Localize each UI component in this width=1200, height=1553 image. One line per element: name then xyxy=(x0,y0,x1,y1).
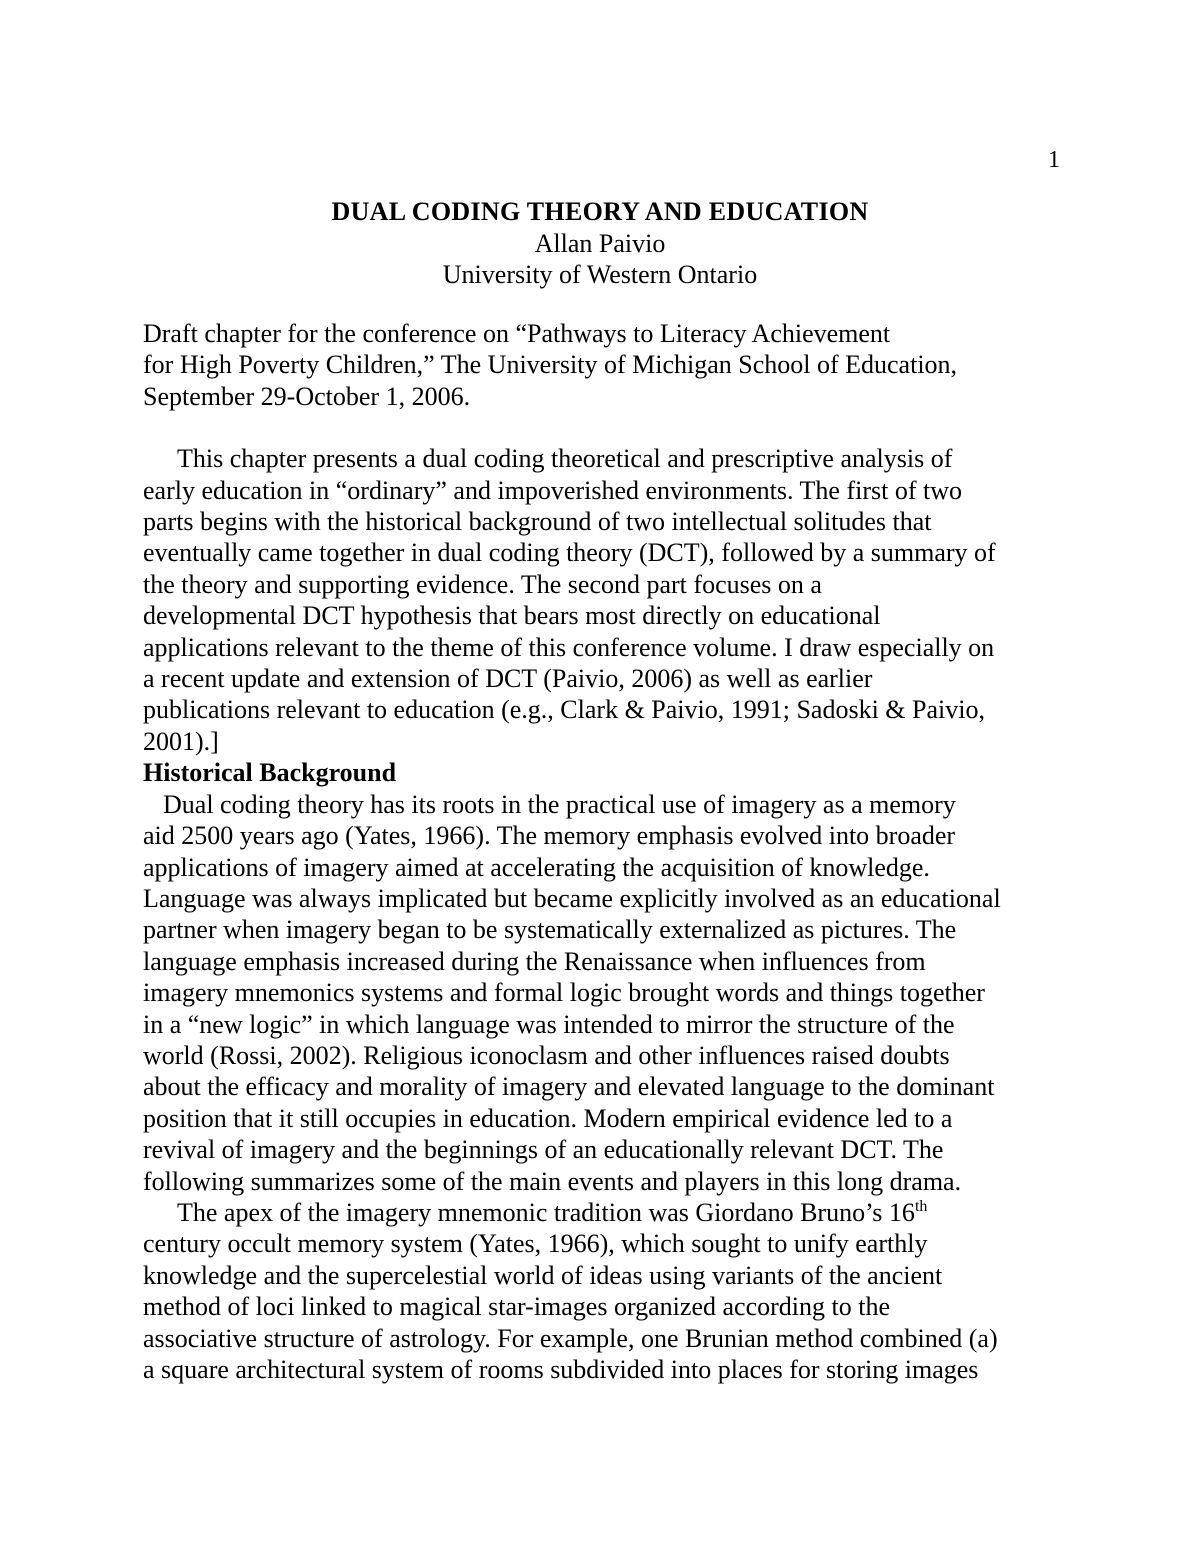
paragraph-line: position that it still occupies in education. Modern empirical evidence led to a xyxy=(143,1103,953,1133)
abstract-line: eventually came together in dual coding theory (DCT), followed by a summary of xyxy=(143,538,996,568)
paragraph-line: associative structure of astrology. For example, one Brunian method combined (a) xyxy=(143,1323,998,1353)
paragraph-line: in a “new logic” in which language was intended to mirror the structure of the xyxy=(143,1009,955,1039)
paragraph-line: Language was always implicated but became explicitly involved as an educational xyxy=(143,883,1001,913)
author-affiliation: University of Western Ontario xyxy=(442,260,758,289)
abstract-line: a recent update and extension of DCT (Paivio, 2006) as well as earlier xyxy=(143,664,873,694)
body-paragraph-1 xyxy=(143,789,1073,1197)
superscript-ordinal: th xyxy=(914,1197,928,1215)
author-name: Allan Paivio xyxy=(534,229,666,258)
paragraph-line: method of loci linked to magical star-images organized according to the xyxy=(143,1292,890,1322)
abstract-line: the theory and supporting evidence. The second part focuses on a xyxy=(143,569,822,599)
document-header xyxy=(0,196,1200,290)
abstract-line: applications relevant to the theme of this conference volume. I draw especially on xyxy=(143,632,995,662)
draft-note-line: Draft chapter for the conference on “Pathways to Literacy Achievement xyxy=(143,319,891,348)
paragraph-line: revival of imagery and the beginnings of an educationally relevant DCT. The xyxy=(143,1135,944,1165)
paragraph-line: a square architectural system of rooms subdivided into places for storing images xyxy=(143,1355,979,1384)
paragraph-line-text: The apex of the imagery mnemonic tradition was Giordano Bruno’s 16 xyxy=(177,1197,915,1227)
paragraph-line: Dual coding theory has its roots in the practical use of imagery as a memory xyxy=(163,789,956,819)
document-title: DUAL CODING THEORY AND EDUCATION xyxy=(331,197,869,226)
paragraph-line: world (Rossi, 2002). Religious iconoclasm and other influences raised doubts xyxy=(143,1040,950,1070)
paragraph-line: aid 2500 years ago (Yates, 1966). The memory emphasis evolved into broader xyxy=(143,821,956,851)
abstract-line: This chapter presents a dual coding theoretical and prescriptive analysis of xyxy=(177,444,953,474)
abstract-line: 2001).] xyxy=(143,726,219,756)
paragraph-line: about the efficacy and morality of imagery and elevated language to the dominant xyxy=(143,1072,995,1102)
abstract-line: publications relevant to education (e.g., Clark & Paivio, 1991; Sadoski & Paivio, xyxy=(143,695,985,725)
draft-note xyxy=(143,318,1073,412)
draft-note-line: September 29-October 1, 2006. xyxy=(143,381,471,411)
abstract-line: early education in “ordinary” and impoverished environments. The first of two xyxy=(143,475,962,505)
paragraph-line: language emphasis increased during the Renaissance when influences from xyxy=(143,946,926,976)
paragraph-line: applications of imagery aimed at accelerating the acquisition of knowledge. xyxy=(143,852,930,882)
paragraph-line: imagery mnemonics systems and formal logic brought words and things together xyxy=(143,978,985,1008)
abstract-line: developmental DCT hypothesis that bears most directly on educational xyxy=(143,601,881,631)
paragraph-line xyxy=(143,1197,1073,1228)
paragraph-line: century occult memory system (Yates, 1966), which sought to unify earthly xyxy=(143,1229,928,1259)
paragraph-line: following summarizes some of the main events and players in this long drama. xyxy=(143,1166,962,1196)
paragraph-line: partner when imagery began to be systematically externalized as pictures. The xyxy=(143,915,957,945)
paragraph-line: knowledge and the supercelestial world of ideas using variants of the ancient xyxy=(143,1260,943,1290)
document-body xyxy=(143,318,1073,1385)
body-paragraph-2 xyxy=(143,1197,1073,1385)
page-number: 1 xyxy=(1048,147,1060,173)
abstract-line: parts begins with the historical background of two intellectual solitudes that xyxy=(143,507,932,537)
section-heading: Historical Background xyxy=(143,758,397,788)
abstract-paragraph xyxy=(143,443,1073,757)
draft-note-line: for High Poverty Children,” The University of Michigan School of Education, xyxy=(143,350,958,380)
